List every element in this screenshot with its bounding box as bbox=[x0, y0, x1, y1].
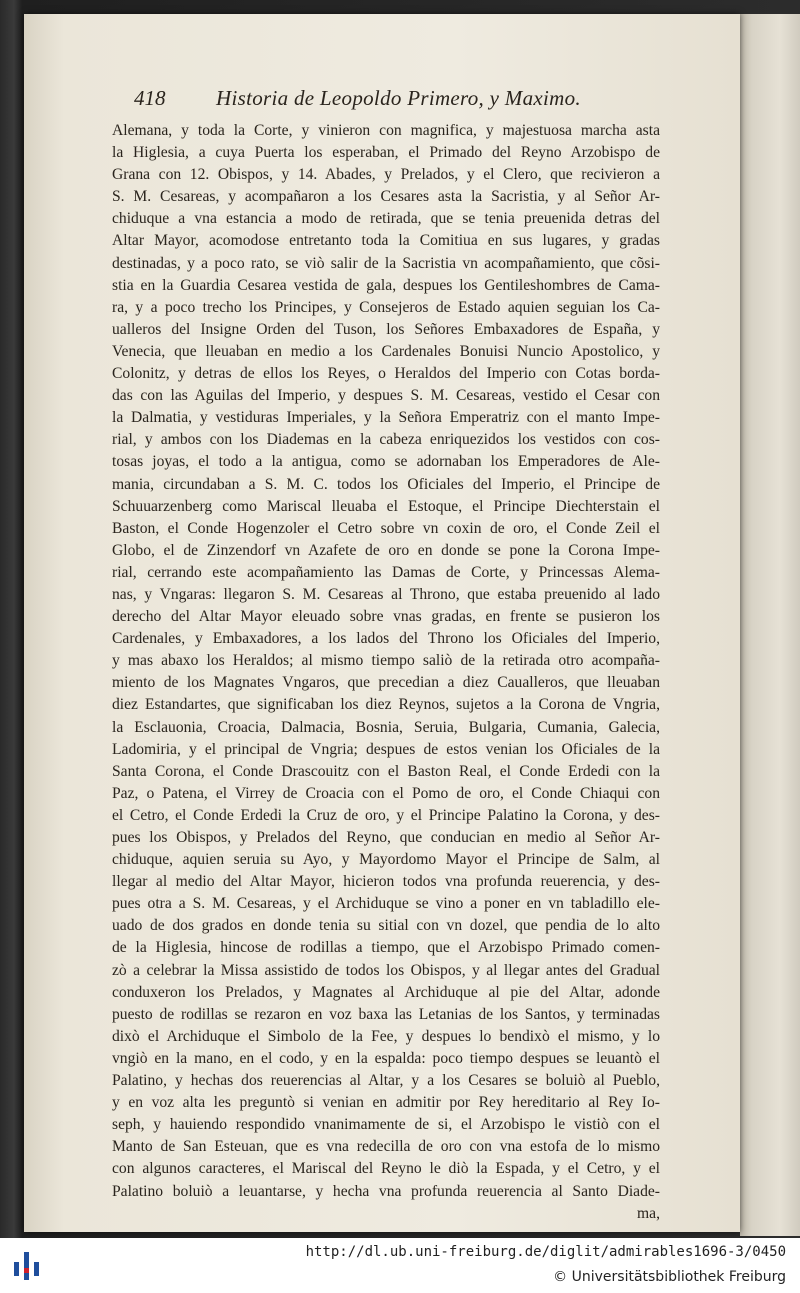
text-line: llegar al medio del Altar Mayor, hicieron todos vna profunda reuerencia, y des- bbox=[112, 873, 660, 891]
page-number: 418 bbox=[134, 86, 166, 110]
running-head bbox=[134, 86, 694, 116]
text-line: la Higlesia, a cuya Puerta los esperaban, el Primado del Reyno Arzobispo de bbox=[112, 144, 660, 162]
text-line: Palatino, y hechas dos reuerencias al Altar, y a los Cesares se boluiò al Pueblo, bbox=[112, 1072, 660, 1090]
text-line: ra, y a poco trecho los Principes, y Consejeros de Estado aquien seguian los Ca- bbox=[112, 298, 660, 316]
text-line: y en voz alta les preguntò si venian en admitir por Rey hereditario al Rey Io- bbox=[112, 1094, 660, 1112]
text-line: chiduque a vna estancia a modo de retirada, que se tenia preuenida detras del bbox=[112, 210, 660, 228]
text-line: Manto de San Esteuan, que es vna redecilla de oro con vna estofa de lo mismo bbox=[112, 1138, 660, 1156]
text-line: Paz, o Patena, el Virrey de Croacia con el Pomo de oro, el Conde Chiaqui con bbox=[112, 784, 660, 802]
text-line: Altar Mayor, acomodose entretanto toda la Comitiua en sus lugares, y gradas bbox=[112, 232, 660, 250]
text-line: chiduque, aquien seruia su Ayo, y Mayordomo Mayor el Principe de Salm, al bbox=[112, 851, 660, 869]
text-line: Palatino boluiò a leuantarse, y hecha vna profunda reuerencia al Santo Diade- bbox=[112, 1182, 660, 1200]
text-line: la Esclauonia, Croacia, Dalmacia, Bosnia, Seruia, Bulgaria, Cumania, Galecia, bbox=[112, 718, 660, 736]
text-line: uado de dos grados en donde tenia su sitial con vn dozel, que pendia de lo alto bbox=[112, 917, 660, 935]
text-line: pues otra a S. M. Cesareas, y el Archiduque se vino a poner en vn tabladillo ele- bbox=[112, 895, 660, 913]
text-line: Grana con 12. Obispos, y 14. Abades, y Prelados, y el Clero, que recivieron a bbox=[112, 166, 660, 184]
text-line: tosas joyas, el todo a la antigua, como se adornaban los Emperadores de Ale- bbox=[112, 453, 660, 471]
text-line: puesto de rodillas se rezaron en voz baxa las Letanias de los Santos, y terminadas bbox=[112, 1005, 660, 1023]
text-line: Colonitz, y detras de ellos los Reyes, o Heraldos del Imperio con Cotas borda- bbox=[112, 365, 660, 383]
text-line: mania, circundaban a S. M. C. todos los Oficiales del Imperio, el Principe de bbox=[112, 475, 660, 493]
text-line: la Dalmatia, y vestiduras Imperiales, y la Señora Emperatriz con el manto Impe- bbox=[112, 409, 660, 427]
catchword: ma, bbox=[637, 1204, 660, 1222]
text-line: ualleros del Insigne Orden del Tuson, los Señores Embaxadores de España, y bbox=[112, 320, 660, 338]
text-line: rial, cerrando este acompañamiento las Damas de Corte, y Princessas Alema- bbox=[112, 563, 660, 581]
text-line: derecho del Altar Mayor eleuado sobre vnas gradas, en frente se pusieron los bbox=[112, 608, 660, 626]
text-line: Schuuarzenberg como Mariscal lleuaba el Estoque, el Principe Diechterstain el bbox=[112, 497, 660, 515]
text-line: miento de los Magnates Vngaros, que precedian a diez Caualleros, que lleuaban bbox=[112, 674, 660, 692]
text-line: conduxeron los Prelados, y Magnates al Archiduque al pie del Altar, adonde bbox=[112, 983, 660, 1001]
text-line: Baston, el Conde Hogenzoler el Cetro sobre vn coxin de oro, el Conde Zeil el bbox=[112, 519, 660, 537]
text-line: vngiò en la mano, en el codo, y en la espalda: poco tiempo despues se leuantò el bbox=[112, 1049, 660, 1067]
text-line: Venecia, que lleuaban en medio a los Cardenales Bonuisi Nuncio Apostolico, y bbox=[112, 342, 660, 360]
text-line: Santa Corona, el Conde Drascouitz con el Baston Real, el Conde Erdedi con la bbox=[112, 762, 660, 780]
text-line: Ladomiria, y el principal de Vngria; despues de estos venian los Oficiales de la bbox=[112, 740, 660, 758]
text-line: destinadas, y a poco rato, se viò salir de la Sacristia vn acompañamiento, que cõsi- bbox=[112, 254, 660, 272]
text-line: Alemana, y toda la Corte, y vinieron con magnifica, y majestuosa marcha asta bbox=[112, 122, 660, 139]
running-title: Historia de Leopoldo Primero, y Maximo. bbox=[216, 86, 581, 110]
permalink-url[interactable]: http://dl.ub.uni-freiburg.de/diglit/admirables1696-3/0450 bbox=[305, 1244, 786, 1260]
viewer-footer bbox=[0, 1238, 800, 1293]
text-line: stia en la Guardia Cesarea vestida de gala, despues los Gentileshombres de Cama- bbox=[112, 276, 660, 294]
text-line: el Cetro, el Conde Erdedi la Cruz de oro, y el Principe Palatino la Corona, y des- bbox=[112, 806, 660, 824]
text-line: zò a celebrar la Missa assistido de todos los Obispos, y al llegar antes del Gradual bbox=[112, 961, 660, 979]
text-line: nas, y Vngaras: llegaron S. M. Cesareas al Throno, que estaba preuenido al lado bbox=[112, 585, 660, 603]
text-line: das con las Aguilas del Imperio, y despues S. M. Cesareas, vestido el Cesar con bbox=[112, 387, 660, 405]
text-line: Globo, el de Zinzendorf vn Azafete de oro en donde se pone la Corona Impe- bbox=[112, 541, 660, 559]
text-line: y mas abaxo los Heraldos; al mismo tiempo saliò de la retirada otro acompaña- bbox=[112, 652, 660, 670]
text-line: seph, y hauiendo respondido vnanimamente de si, el Arzobispo le vistiò con el bbox=[112, 1116, 660, 1134]
next-page-edge bbox=[740, 14, 800, 1236]
copyright-notice: © Universitätsbibliothek Freiburg bbox=[553, 1269, 786, 1285]
body-text bbox=[112, 120, 660, 1225]
text-line: diez Estandartes, que significaban los diez Reynos, sujetos a la Corona de Vngria, bbox=[112, 696, 660, 714]
text-line: pues los Obispos, y Prelados del Reyno, que conducian en medio al Señor Ar- bbox=[112, 829, 660, 846]
text-line: S. M. Cesareas, y acompañaron a los Cesares asta la Sacristia, y al Señor Ar- bbox=[112, 188, 660, 206]
text-line: Cardenales, y Embaxadores, a los lados del Throno los Oficiales del Imperio, bbox=[112, 630, 660, 648]
text-line: dixò el Archiduque el Simbolo de la Fee, y despues lo bendixò el mismo, y lo bbox=[112, 1027, 660, 1045]
text-line: con algunos caracteres, el Mariscal del Reyno le diò la Espada, y el Cetro, y el bbox=[112, 1160, 660, 1178]
ub-freiburg-logo-icon bbox=[12, 1248, 42, 1284]
text-line: rial, y ambos con los Diademas en la cabeza enriquezidos los vestidos con cos- bbox=[112, 431, 660, 449]
text-line: de la Higlesia, hincose de rodillas a tiempo, que el Arzobispo Primado comen- bbox=[112, 939, 660, 957]
